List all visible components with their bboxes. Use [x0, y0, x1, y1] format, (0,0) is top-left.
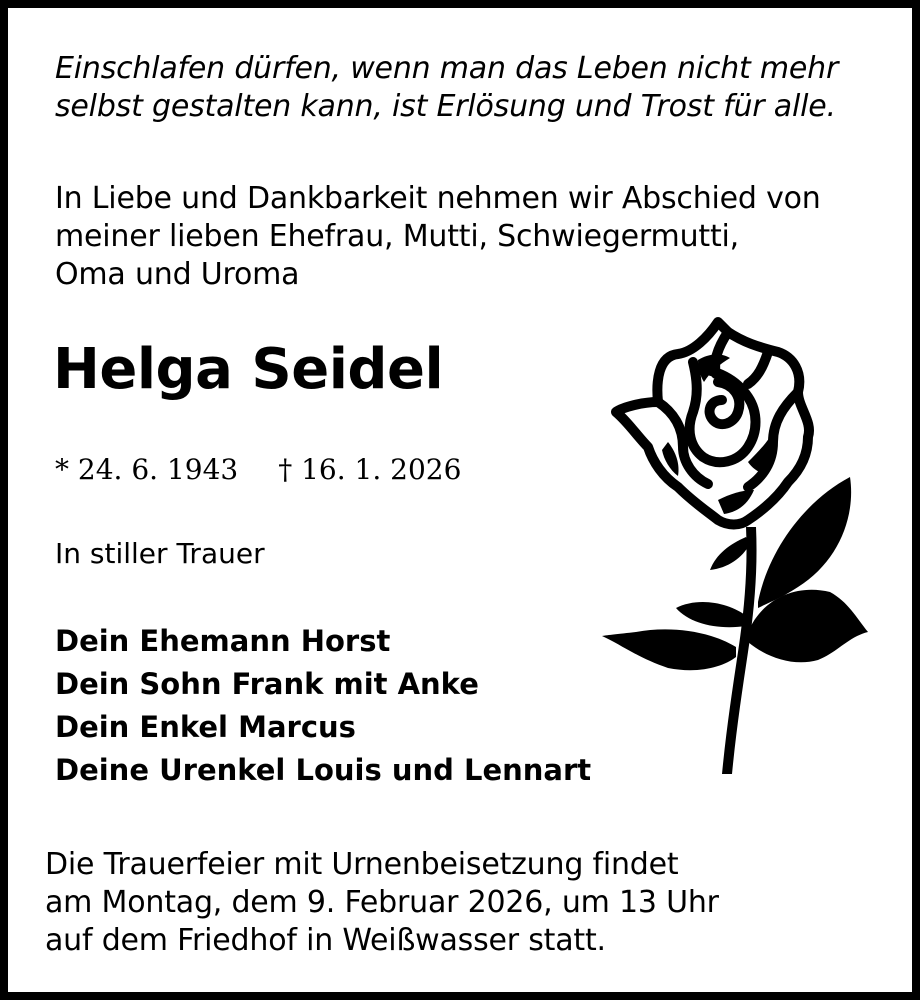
intro-line: meiner lieben Ehefrau, Mutti, Schwiegermutti, [55, 219, 739, 254]
funeral-line: Die Trauerfeier mit Urnenbeisetzung findet [45, 847, 679, 882]
motto-line: selbst gestalten kann, ist Erlösung und Trost für alle. [55, 89, 836, 124]
rose-icon [598, 312, 873, 782]
intro-line: In Liebe und Dankbarkeit nehmen wir Abschied von [55, 181, 821, 216]
motto-line: Einschlafen dürfen, wenn man das Leben nicht mehr [55, 51, 839, 86]
family-member: Dein Ehemann Horst [55, 624, 391, 658]
birth-date: * 24. 6. 1943 [55, 453, 239, 486]
funeral-line: am Montag, dem 9. Februar 2026, um 13 Uhr [45, 885, 719, 920]
family-list [55, 620, 591, 792]
intro-line: Oma und Uroma [55, 257, 300, 292]
motto-quote [55, 50, 875, 126]
family-member: Dein Sohn Frank mit Anke [55, 667, 479, 701]
family-member: Deine Urenkel Louis und Lennart [55, 753, 592, 787]
family-member: Dein Enkel Marcus [55, 710, 356, 744]
death-date: † 16. 1. 2026 [278, 453, 462, 486]
life-dates [55, 452, 461, 488]
deceased-name: Helga Seidel [53, 337, 444, 402]
intro-text [55, 180, 875, 294]
mourning-text: In stiller Trauer [55, 537, 265, 570]
funeral-line: auf dem Friedhof in Weißwasser statt. [45, 923, 606, 958]
funeral-info [45, 846, 719, 960]
